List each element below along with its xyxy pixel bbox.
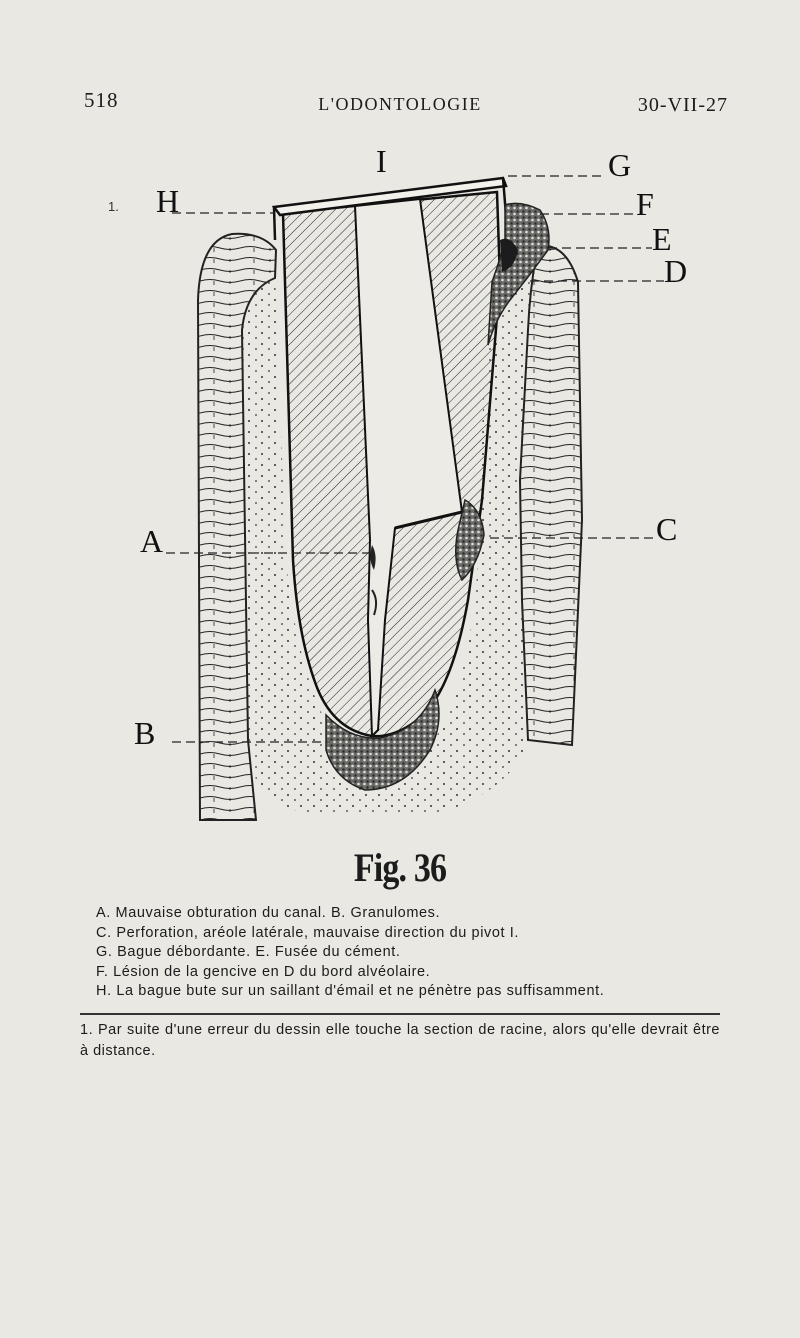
label-A: A: [140, 523, 164, 559]
right-bone: [520, 246, 582, 745]
tooth-section-drawing: [0, 130, 800, 830]
label-D: D: [664, 253, 688, 289]
legend-line: C. Perforation, aréole latérale, mauvaise direction du pivot I.: [96, 924, 520, 941]
label-E: E: [652, 221, 672, 257]
figure-legend: [96, 904, 736, 1002]
dental-figure: [0, 130, 800, 830]
legend-line: F. Lésion de la gencive en D du bord alvéolaire.: [96, 963, 431, 980]
footnote-rule: [80, 1013, 720, 1015]
legend-line: A. Mauvaise obturation du canal. B. Granulomes.: [96, 905, 441, 921]
label-I: I: [376, 143, 387, 179]
footnote-marker: 1.: [108, 199, 119, 214]
label-B: B: [134, 715, 156, 751]
legend-line: H. La bague bute sur un saillant d'émail et ne pénètre pas suffisamment.: [96, 983, 605, 999]
journal-title: L'ODONTOLOGIE: [318, 94, 482, 114]
label-F: F: [636, 186, 654, 222]
figure-title: Fig. 36: [353, 845, 447, 890]
label-C: C: [656, 511, 678, 547]
label-G: G: [608, 147, 632, 183]
issue-date: 30-VII-27: [637, 94, 728, 116]
page-number: 518: [84, 88, 119, 112]
label-H: H: [156, 183, 180, 219]
footnote: 1. Par suite d'une erreur du dessin elle touche la section de racine, alors qu'elle devrait être à distance.: [80, 1022, 720, 1059]
running-head: [0, 88, 800, 122]
legend-line: G. Bague débordante. E. Fusée du cément.: [96, 944, 401, 960]
